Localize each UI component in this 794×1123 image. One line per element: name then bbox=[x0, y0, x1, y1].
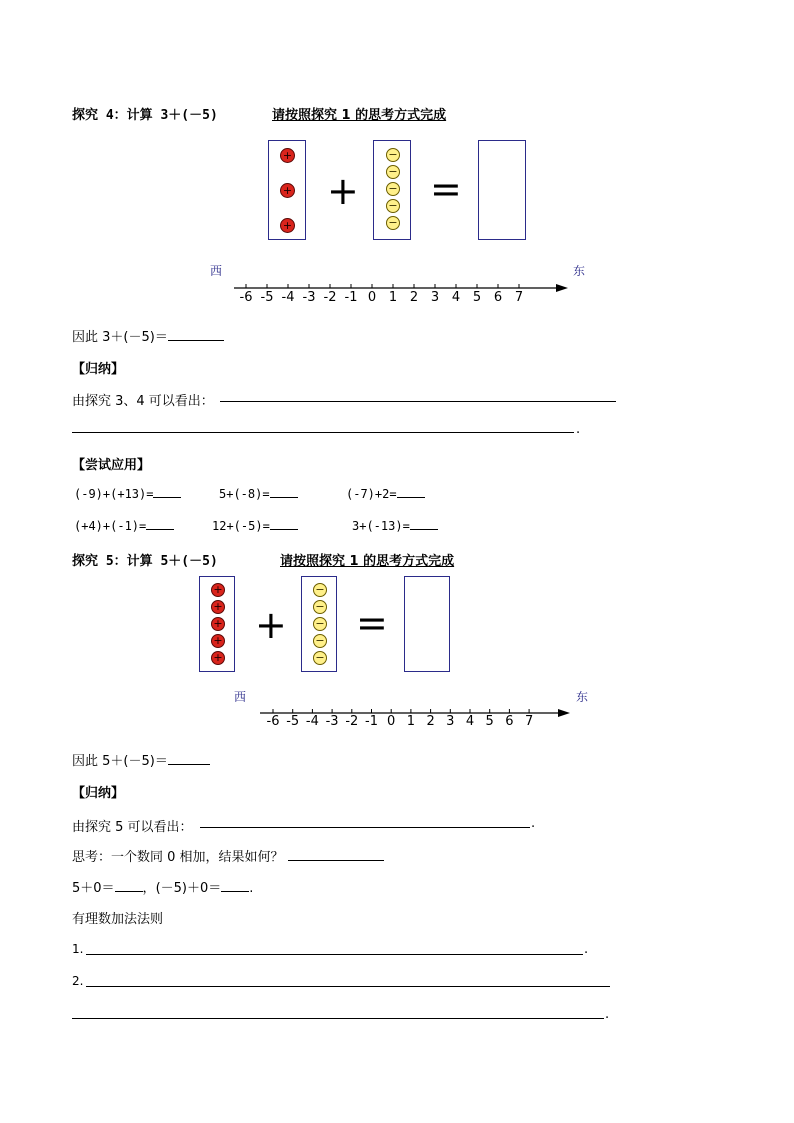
rule-number: 1. bbox=[72, 942, 84, 956]
tick-label: 3 bbox=[446, 714, 455, 729]
practice-item bbox=[74, 486, 181, 501]
answer-blank[interactable] bbox=[270, 486, 298, 498]
positive-chip: + bbox=[211, 651, 225, 665]
tick-label: 4 bbox=[465, 714, 475, 729]
tick-label: 3 bbox=[430, 290, 440, 305]
explore5-instruction: 请按照探究 1 的思考方式完成 bbox=[280, 554, 455, 569]
plus-sign: + bbox=[327, 169, 359, 213]
practice-expression: (-7)+2= bbox=[346, 487, 397, 501]
answer-blank[interactable] bbox=[270, 518, 298, 530]
east-label: 东 bbox=[576, 690, 589, 704]
tick-label: 1 bbox=[406, 714, 416, 729]
tick-label: 0 bbox=[387, 714, 396, 729]
plus-sign: + bbox=[255, 603, 287, 647]
tick-label: 1 bbox=[388, 290, 398, 305]
tick-label: -6 bbox=[266, 714, 280, 729]
answer-blank[interactable] bbox=[168, 329, 224, 341]
think-examples bbox=[72, 877, 253, 896]
positive-chip: + bbox=[211, 600, 225, 614]
positive-chip: + bbox=[211, 617, 225, 631]
negative-chip: − bbox=[386, 216, 400, 230]
practice-item bbox=[219, 486, 298, 501]
summary1-answer-line-2[interactable] bbox=[72, 432, 574, 433]
arrow-right-icon bbox=[558, 709, 570, 717]
practice-expression: 12+(-5)= bbox=[212, 519, 270, 533]
separator: ， bbox=[142, 881, 156, 896]
tick-label: 7 bbox=[514, 290, 524, 305]
tick-label: -1 bbox=[344, 290, 358, 305]
tick-label: 0 bbox=[367, 290, 377, 305]
tick-label: 5 bbox=[472, 290, 482, 305]
summary1-text: 由探究 3、4 可以看出： bbox=[72, 394, 214, 409]
equals-sign: = bbox=[356, 601, 388, 645]
practice-item bbox=[212, 518, 298, 533]
think-expression: (－5)＋0＝ bbox=[155, 881, 222, 896]
tick-label: 2 bbox=[409, 290, 419, 305]
answer-blank[interactable] bbox=[115, 880, 143, 892]
practice-expression: (+4)+(-1)= bbox=[74, 519, 147, 533]
answer-blank[interactable] bbox=[397, 486, 425, 498]
tick-label: 5 bbox=[485, 714, 494, 729]
explore4-title-text: 探究 4：计算 3＋(－5) bbox=[72, 108, 218, 123]
negative-chip: − bbox=[313, 583, 327, 597]
positive-chip: + bbox=[280, 183, 295, 198]
explore4-title bbox=[72, 104, 218, 123]
negative-chip: − bbox=[313, 600, 327, 614]
tick-label: -2 bbox=[323, 290, 337, 305]
tick-label: -4 bbox=[305, 714, 319, 729]
equals-sign: = bbox=[430, 167, 462, 211]
summary2-answer-line[interactable] bbox=[200, 827, 530, 828]
summary1-heading: 【归纳】 bbox=[72, 362, 125, 377]
answer-blank[interactable] bbox=[168, 753, 210, 765]
rules-heading: 有理数加法法则 bbox=[72, 912, 164, 927]
tick-label: -4 bbox=[281, 290, 295, 305]
think-question-text: 思考：一个数同 0 相加，结果如何？ bbox=[72, 850, 284, 865]
tick-label: 6 bbox=[505, 714, 514, 729]
period: . bbox=[249, 881, 254, 896]
positive-chip: + bbox=[211, 583, 225, 597]
period: . bbox=[531, 816, 536, 831]
negative-chip: − bbox=[386, 148, 400, 162]
west-label: 西 bbox=[234, 690, 247, 704]
positive-chip: + bbox=[280, 218, 295, 233]
negative-chip: − bbox=[386, 199, 400, 213]
east-label: 东 bbox=[573, 264, 586, 278]
tick-label: -5 bbox=[260, 290, 274, 305]
west-label: 西 bbox=[210, 264, 223, 278]
explore5-title: 探究 5：计算 5＋(－5) bbox=[72, 554, 218, 569]
tick-label: 4 bbox=[451, 290, 461, 305]
practice-item bbox=[352, 518, 438, 533]
explore4-result bbox=[72, 326, 224, 345]
negative-chip: − bbox=[313, 617, 327, 631]
negative-chip: − bbox=[386, 182, 400, 196]
explore4-positive-box bbox=[268, 140, 306, 240]
answer-blank[interactable] bbox=[288, 849, 384, 861]
negative-chip: − bbox=[313, 634, 327, 648]
answer-blank[interactable] bbox=[221, 880, 249, 892]
practice-item bbox=[74, 518, 174, 533]
answer-blank[interactable] bbox=[153, 486, 181, 498]
practice-item bbox=[346, 486, 425, 501]
explore5-positive-box bbox=[199, 576, 235, 672]
tick-label: -1 bbox=[365, 714, 378, 729]
practice-expression: (-9)+(+13)= bbox=[74, 487, 154, 501]
think-expression: 5＋0＝ bbox=[72, 881, 115, 896]
tick-label: -3 bbox=[325, 714, 339, 729]
rule2-answer-line-2[interactable] bbox=[72, 1018, 604, 1019]
explore4-instruction: 请按照探究 1 的思考方式完成 bbox=[272, 108, 447, 123]
explore5-result bbox=[72, 750, 210, 769]
positive-chip: + bbox=[280, 148, 295, 163]
rule2-answer-line[interactable] bbox=[86, 986, 610, 987]
tick-label: -2 bbox=[345, 714, 359, 729]
summary1-answer-line[interactable] bbox=[220, 401, 616, 402]
think-question bbox=[72, 846, 384, 865]
explore4-answer-box[interactable] bbox=[478, 140, 526, 240]
negative-chip: − bbox=[313, 651, 327, 665]
tick-label: -3 bbox=[302, 290, 316, 305]
tick-label: -5 bbox=[286, 714, 300, 729]
explore4-result-text: 因此 3＋(－5)＝ bbox=[72, 330, 168, 345]
tick-label: 2 bbox=[426, 714, 435, 729]
positive-chip: + bbox=[211, 634, 225, 648]
negative-chip: − bbox=[386, 165, 400, 179]
explore5-answer-box[interactable] bbox=[404, 576, 450, 672]
period: . bbox=[576, 422, 581, 437]
period: . bbox=[605, 1007, 610, 1022]
arrow-right-icon bbox=[556, 284, 568, 292]
rule1-answer-line[interactable] bbox=[86, 954, 583, 955]
tick-label: -6 bbox=[239, 290, 253, 305]
explore4-negative-box bbox=[373, 140, 411, 240]
summary2-heading: 【归纳】 bbox=[72, 786, 125, 801]
summary2-text: 由探究 5 可以看出： bbox=[72, 820, 193, 835]
answer-blank[interactable] bbox=[146, 518, 174, 530]
tick-label: 7 bbox=[524, 714, 534, 729]
practice-expression: 5+(-8)= bbox=[219, 487, 270, 501]
explore5-negative-box bbox=[301, 576, 337, 672]
period: . bbox=[584, 942, 589, 957]
practice-expression: 3+(-13)= bbox=[352, 519, 410, 533]
rule-number: 2. bbox=[72, 974, 84, 988]
answer-blank[interactable] bbox=[410, 518, 438, 530]
explore5-result-text: 因此 5＋(－5)＝ bbox=[72, 754, 168, 769]
tick-label: 6 bbox=[493, 290, 503, 305]
practice-heading: 【尝试应用】 bbox=[72, 458, 151, 473]
